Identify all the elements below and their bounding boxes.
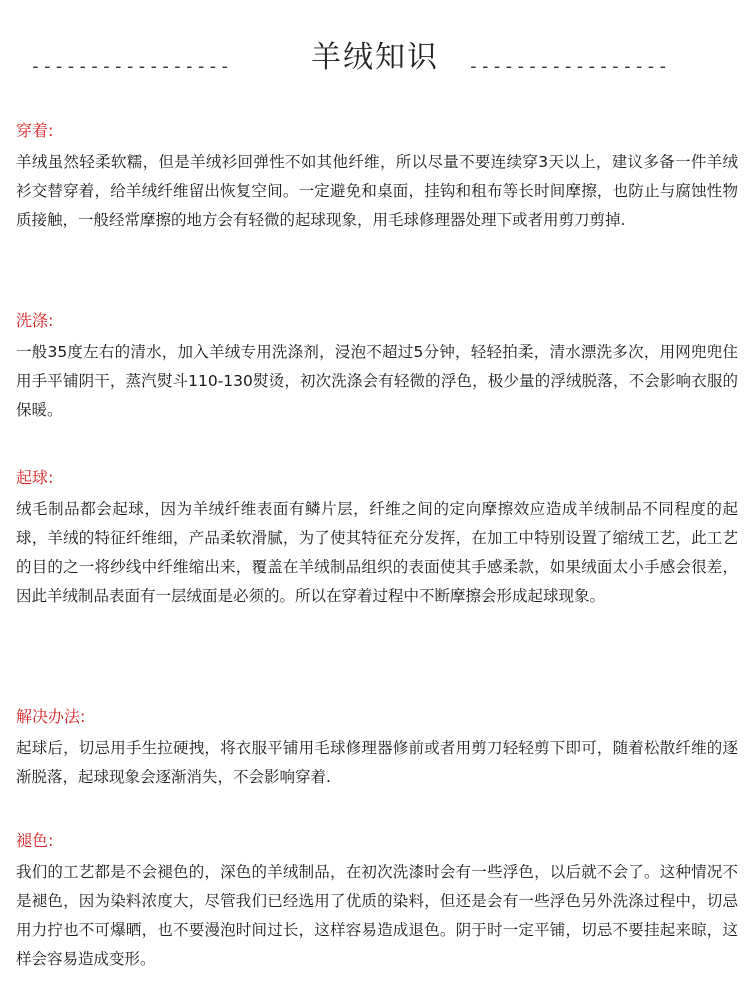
section-body: 一般35度左右的清水，加入羊绒专用洗涤剂，浸泡不超过5分钟，轻轻拍柔，清水漂洗多次，用网兜兜住用手平铺阴干，蒸汽熨斗110-130熨烫，初次洗涤会有轻微的浮色，极少量的浮绒脱落，不会影响衣服的保暖。 — [16, 343, 738, 419]
page-header — [0, 38, 750, 82]
section-body: 我们的工艺都是不会褪色的，深色的羊绒制品，在初次洗漆时会有一些浮色，以后就不会了。这种情况不是褪色，因为染料浓度大，尽管我们已经选用了优质的染料，但还是会有一些浮色另外洗涤过程中，切忌用力拧也不可爆晒，也不要漫泡时间过长，这样容易造成退色。阴于时一定平铺，切忌不要挂起来晾，这样会容易造成变形。 — [16, 863, 738, 968]
left-dash-divider: ----------------- — [30, 56, 232, 77]
section-solution — [16, 706, 738, 792]
section-heading: 穿着: — [16, 121, 54, 140]
section-body: 绒毛制品都会起球，因为羊绒纤维表面有鳞片层，纤维之间的定向摩擦效应造成羊绒制品不同程度的起球，羊绒的特征纤维细，产品柔软滑腻，为了使其特征充分发挥，在加工中特别设置了缩绒工艺，此工艺的目的之一将纱线中纤维缩出来，覆盖在羊绒制品组织的表面使其手感柔款，如果绒面太小手感会很差，因此羊绒制品表面有一层绒面是必须的。所以在穿着过程中不断摩擦会形成起球现象。 — [16, 500, 738, 605]
section-pilling — [16, 467, 738, 611]
section-washing — [16, 310, 738, 425]
section-heading: 褪色: — [16, 831, 54, 850]
section-body: 起球后，切忌用手生拉硬拽，将衣服平铺用毛球修理器修前或者用剪刀轻轻剪下即可，随着松散纤维的逐渐脱落，起球现象会逐渐消失，不会影响穿着. — [16, 739, 738, 786]
section-fading — [16, 830, 738, 974]
page-title: 羊绒知识 — [311, 40, 439, 75]
section-heading: 洗涤: — [16, 311, 54, 330]
section-heading: 解决办法: — [16, 707, 86, 726]
section-body: 羊绒虽然轻柔软糯，但是羊绒衫回弹性不如其他纤维，所以尽量不要连续穿3天以上，建议多备一件羊绒衫交替穿着，给羊绒纤维留出恢复空间。一定避免和桌面，挂钩和租布等长时间摩擦，也防止与腐蚀性物质接触，一般经常摩擦的地方会有轻微的起球现象，用毛球修理器处理下或者用剪刀剪掉. — [16, 153, 738, 229]
section-wearing — [16, 120, 738, 235]
section-heading: 起球: — [16, 468, 54, 487]
right-dash-divider: ----------------- — [468, 56, 670, 77]
